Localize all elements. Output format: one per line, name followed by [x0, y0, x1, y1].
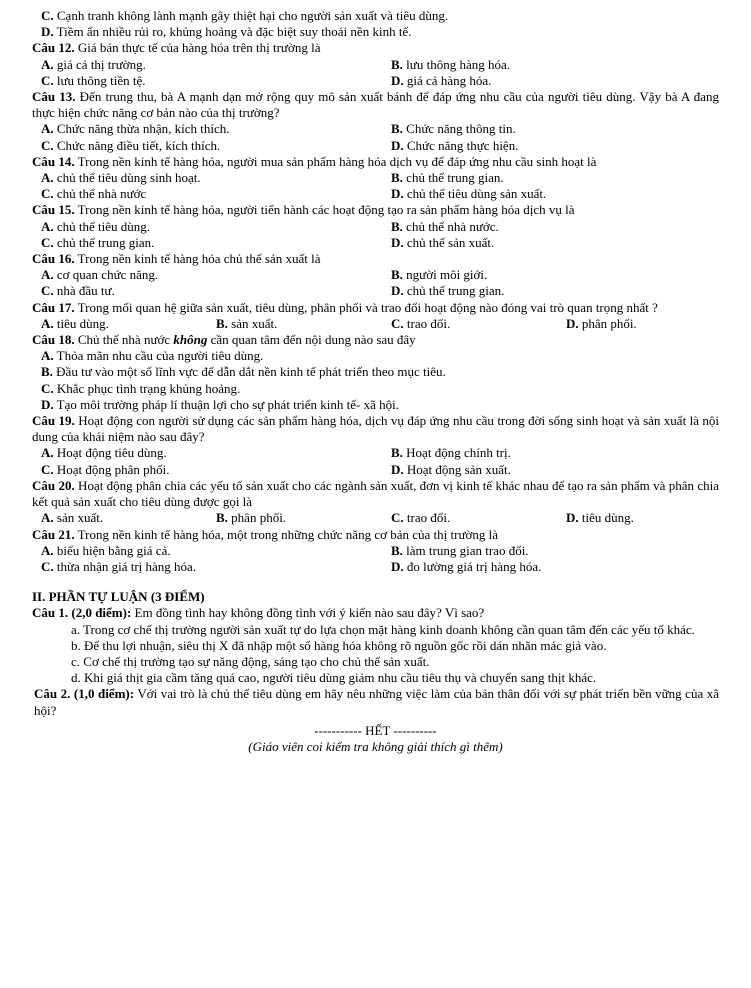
q21-options-row2: [32, 559, 719, 575]
q17-option-a: A. tiêu dùng.: [41, 315, 109, 331]
section-heading-essay: II. PHẦN TỰ LUẬN (3 ĐIỂM): [32, 589, 205, 605]
option-c-prev: C. Cạnh tranh không lành mạnh gây thiệt hại cho người sản xuất và tiêu dùng.: [41, 8, 449, 23]
q15-options-row2: [32, 235, 719, 251]
q16-option-b: B. người môi giới.: [391, 267, 488, 283]
q12-option-b: B. lưu thông hàng hóa.: [391, 56, 510, 72]
q21-option-a: A. biểu hiện bằng giá cả.: [41, 542, 171, 558]
q16-option-d: D. chủ thể trung gian.: [391, 283, 505, 299]
q16-options-row2: [32, 283, 719, 299]
q21-option-b: B. làm trung gian trao đổi.: [391, 542, 529, 558]
q20-option-a: A. sản xuất.: [41, 510, 104, 526]
q12-options-row1: [32, 57, 719, 73]
question-16: Câu 16. Trong nền kinh tế hàng hóa chủ thể sản xuất là: [32, 251, 321, 267]
q16-option-a: A. cơ quan chức năng.: [41, 267, 159, 283]
q12-option-a: A. giá cả thị trường.: [41, 56, 146, 72]
essay-1-item-b: b. Để thu lợi nhuận, siêu thị X đã nhập một số hàng hóa không rõ nguồn gốc rồi dán nhãn mác giả vào.: [71, 637, 607, 653]
option-d-prev: D. Tiềm ẩn nhiều rủi ro, khủng hoảng và đặc biệt suy thoái nền kinh tế.: [41, 24, 412, 40]
q16-options-row1: [32, 267, 719, 283]
q14-options-row2: [32, 186, 719, 202]
essay-1-item-a: a. Trong cơ chế thị trường người sản xuất tự do lựa chọn mặt hàng kinh doanh không cần quan tâm đến các yếu tố khác.: [71, 621, 695, 637]
q12-option-c: C. lưu thông tiền tệ.: [41, 72, 146, 88]
q19-options-row2: [32, 462, 719, 478]
q18-option-d: D. Tạo môi trường pháp lí thuận lợi cho sự phát triển kinh tế- xã hội.: [41, 396, 399, 412]
q20-option-c: C. trao đổi.: [391, 510, 451, 526]
q21-option-d: D. đo lường giá trị hàng hóa.: [391, 558, 542, 574]
q13-options-row1: [32, 121, 719, 137]
q21-options-row1: [32, 543, 719, 559]
q12-option-d: D. giá cả hàng hóa.: [391, 72, 492, 88]
q19-option-b: B. Hoạt động chính trị.: [391, 445, 511, 461]
essay-question-2: Câu 2. (1,0 điểm): Với vai trò là chủ thể tiêu dùng em hãy nêu những việc làm của bản thân đối với sự phát triển bền vững của xã hội?: [34, 686, 719, 718]
q14-options-row1: [32, 170, 719, 186]
q21-option-c: C. thừa nhận giá trị hàng hóa.: [41, 558, 197, 574]
essay-1-item-d: d. Khi giá thịt gia cầm tăng quá cao, người tiêu dùng giảm nhu cầu tiêu thụ và chuyển sang thịt khác.: [71, 670, 597, 686]
q17-options: [32, 316, 719, 332]
q12-options-row2: [32, 73, 719, 89]
q13-option-d: D. Chức năng thực hiện.: [391, 137, 519, 153]
q15-option-d: D. chủ thể sản xuất.: [391, 234, 495, 250]
q20-option-b: B. phân phối.: [216, 510, 287, 526]
q16-option-c: C. nhà đầu tư.: [41, 283, 115, 299]
q14-option-a: A. chủ thể tiêu dùng sinh hoạt.: [41, 170, 201, 186]
question-15: Câu 15. Trong nền kinh tế hàng hóa, người tiến hành các hoạt động tạo ra sản phẩm hàng hóa dịch vụ là: [32, 202, 575, 218]
essay-1-item-c: c. Cơ chế thị trường tạo sự năng động, sáng tạo cho chủ thể sản xuất.: [71, 653, 430, 669]
q15-option-b: B. chủ thể nhà nước.: [391, 218, 499, 234]
question-17: Câu 17. Trong mối quan hệ giữa sản xuất, tiêu dùng, phân phối và trao đổi hoạt động nào đóng vai trò quan trọng nhất ?: [32, 299, 658, 315]
q18-option-a: A. Thỏa mãn nhu cầu của người tiêu dùng.: [41, 348, 264, 364]
q14-option-d: D. chủ thể tiêu dùng sản xuất.: [391, 186, 547, 202]
q19-option-c: C. Hoạt động phân phối.: [41, 461, 170, 477]
q17-option-c: C. trao đổi.: [391, 315, 451, 331]
question-18: Câu 18. Chủ thể nhà nước không cần quan tâm đến nội dung nào sau đây: [32, 332, 416, 348]
q19-option-d: D. Hoạt động sản xuất.: [391, 461, 511, 477]
q14-option-c: C. chủ thể nhà nước: [41, 186, 147, 202]
question-14: Câu 14. Trong nền kinh tế hàng hóa, người mua sản phẩm hàng hóa dịch vụ để đáp ứng nhu cầu sinh hoạt là: [32, 153, 597, 169]
q15-option-a: A. chủ thể tiêu dùng.: [41, 218, 151, 234]
q20-options: [32, 510, 719, 526]
q13-option-a: A. Chức năng thừa nhận, kích thích.: [41, 121, 230, 137]
question-13: Câu 13. Đến trung thu, bà A mạnh dạn mở rộng quy mô sản xuất bánh để đáp ứng nhu cầu của người tiêu dùng. Vậy bà A đang thực hiện chức năng cơ bản nào của thị trường?: [32, 89, 719, 121]
q13-option-c: C. Chức năng điều tiết, kích thích.: [41, 137, 221, 153]
essay-question-1: Câu 1. (2,0 điểm): Em đồng tình hay không đồng tình với ý kiến nào sau đây? Vì sao?: [32, 605, 485, 621]
q20-option-d: D. tiêu dùng.: [566, 510, 634, 526]
q15-options-row1: [32, 219, 719, 235]
q19-options-row1: [32, 445, 719, 461]
question-12: Câu 12. Giá bán thực tế của hàng hóa trên thị trường là: [32, 40, 321, 56]
end-mark: ----------- HẾT ----------: [314, 722, 437, 738]
q18-option-c: C. Khắc phục tình trạng khủng hoảng.: [41, 380, 241, 396]
q18-option-b: B. Đầu tư vào một số lĩnh vực để dẫn dắt nền kinh tế phát triển theo mục tiêu.: [41, 364, 446, 380]
question-21: Câu 21. Trong nền kinh tế hàng hóa, một trong những chức năng cơ bản của thị trường là: [32, 526, 498, 542]
q15-option-c: C. chủ thể trung gian.: [41, 234, 155, 250]
question-20: Câu 20. Hoạt động phân chia các yếu tố sản xuất cho các ngành sản xuất, đơn vị kinh tế khác nhau để tạo ra sản phẩm và phân chia kết quả sản xuất cho tiêu dùng được gọi là: [32, 477, 719, 510]
q14-option-b: B. chủ thể trung gian.: [391, 170, 504, 186]
q13-option-b: B. Chức năng thông tin.: [391, 121, 516, 137]
q17-option-d: D. phân phối.: [566, 315, 637, 331]
q13-options-row2: [32, 138, 719, 154]
q17-option-b: B. sản xuất.: [216, 315, 278, 331]
q19-option-a: A. Hoạt động tiêu dùng.: [41, 445, 167, 461]
question-19: Câu 19. Hoạt động con người sử dụng các sản phẩm hàng hóa, dịch vụ đáp ứng nhu cầu trong đời sống sinh hoạt và sản xuất là nội dung của khái niệm nào sau đây?: [32, 413, 719, 445]
proctor-note: (Giáo viên coi kiểm tra không giải thích gì thêm): [248, 738, 503, 754]
